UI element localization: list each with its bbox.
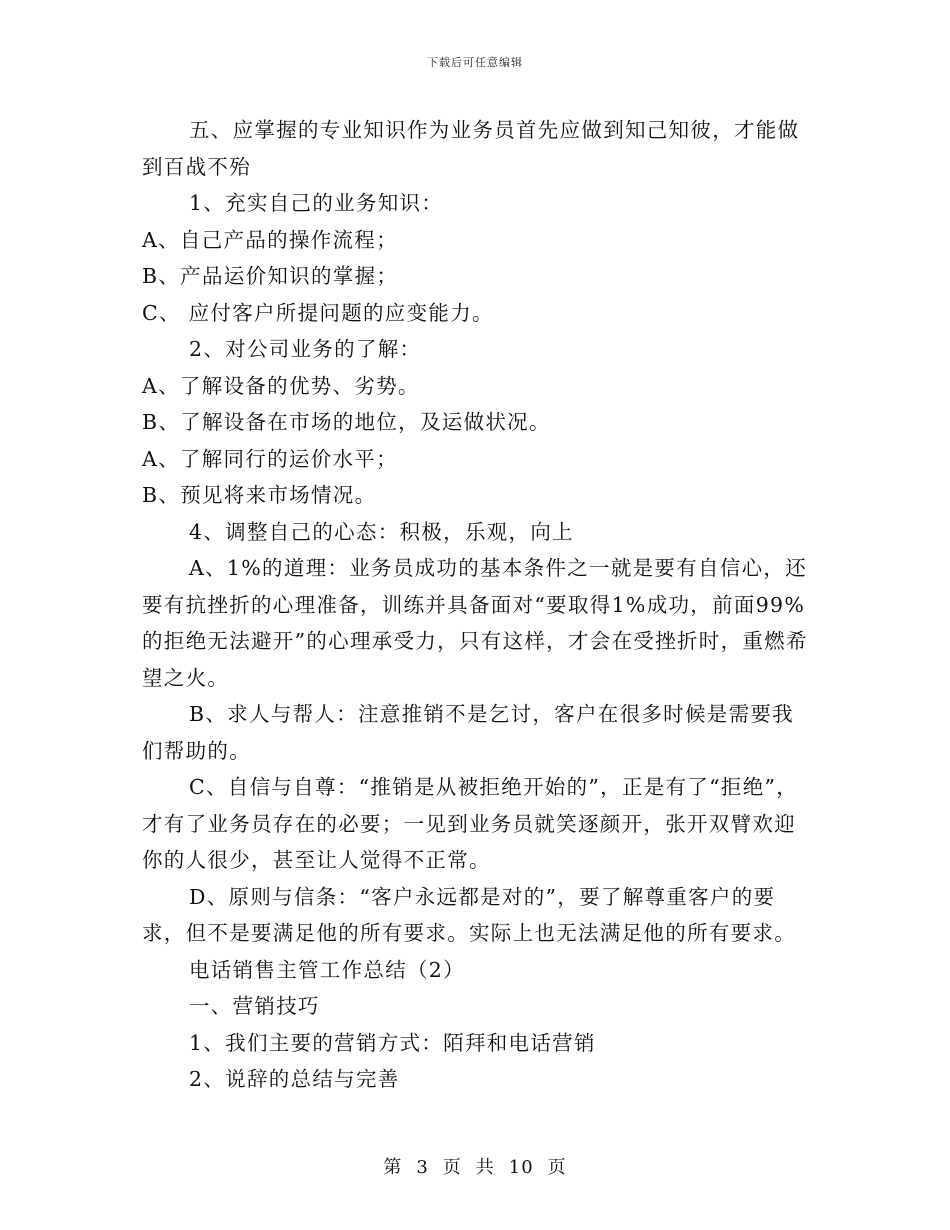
paragraph: A、1%的道理：业务员成功的基本条件之一就是要有自信心，还要有抗挫折的心理准备，训练并具备面对“要取得1%成功，前面99%的拒绝无法避开”的心理承受力，只有这样，才会在受挫折时，重燃希望之火。 — [142, 556, 808, 690]
paragraph: C、自信与自尊：“推销是从被拒绝开始的”，正是有了“拒绝”，才有了业务员存在的必要；一见到业务员就笑逐颜开，张开双臂欢迎你的人很少，甚至让人觉得不正常。 — [142, 775, 799, 872]
list-item: 1、充实自己的业务知识： — [189, 191, 444, 215]
list-item: B、产品运价知识的掌握； — [142, 264, 399, 288]
list-item: C、 应付客户所提问题的应变能力。 — [142, 300, 494, 325]
page-label-suffix: 页 — [547, 1157, 567, 1178]
page-label-mid: 页 — [442, 1157, 462, 1178]
list-item: A、了解设备的优势、劣势。 — [142, 373, 420, 398]
list-item: 2、说辞的总结与完善 — [189, 1067, 400, 1091]
list-item: B、预见将来市场情况。 — [142, 483, 377, 507]
list-item: 1、我们主要的营销方式：陌拜和电话营销 — [189, 1030, 596, 1055]
paragraph: B、求人与帮人：注意推销不是乞讨，客户在很多时候是需要我们帮助的。 — [142, 702, 794, 763]
list-item: A、自己产品的操作流程； — [142, 227, 398, 252]
list-item: 2、对公司业务的了解： — [189, 337, 422, 361]
list-item: 4、调整自己的心态：积极，乐观，向上 — [189, 519, 574, 544]
document-body — [142, 112, 810, 1098]
page-total-number: 10 — [508, 1157, 534, 1178]
section-heading: 五、应掌握的专业知识作为业务员首先应做到知己知彼，才能做到百战不殆 — [142, 118, 800, 179]
page-footer — [0, 1153, 950, 1179]
section-heading: 一、营销技巧 — [189, 994, 320, 1018]
page-label-prefix: 第 — [383, 1157, 403, 1178]
page-current-number: 3 — [416, 1157, 429, 1178]
list-item: B、了解设备在市场的地位，及运做状况。 — [142, 410, 551, 434]
page-label-total-prefix: 共 — [475, 1157, 495, 1178]
page-header: 下载后可任意编辑 — [427, 56, 523, 69]
paragraph: D、原则与信条：“客户永远都是对的”，要了解尊重客户的要求，但不是要满足他的所有要求。实际上也无法满足他的所有要求。 — [142, 884, 796, 945]
list-item: A、了解同行的运价水平； — [142, 446, 398, 471]
section-title: 电话销售主管工作总结（2） — [189, 957, 465, 982]
